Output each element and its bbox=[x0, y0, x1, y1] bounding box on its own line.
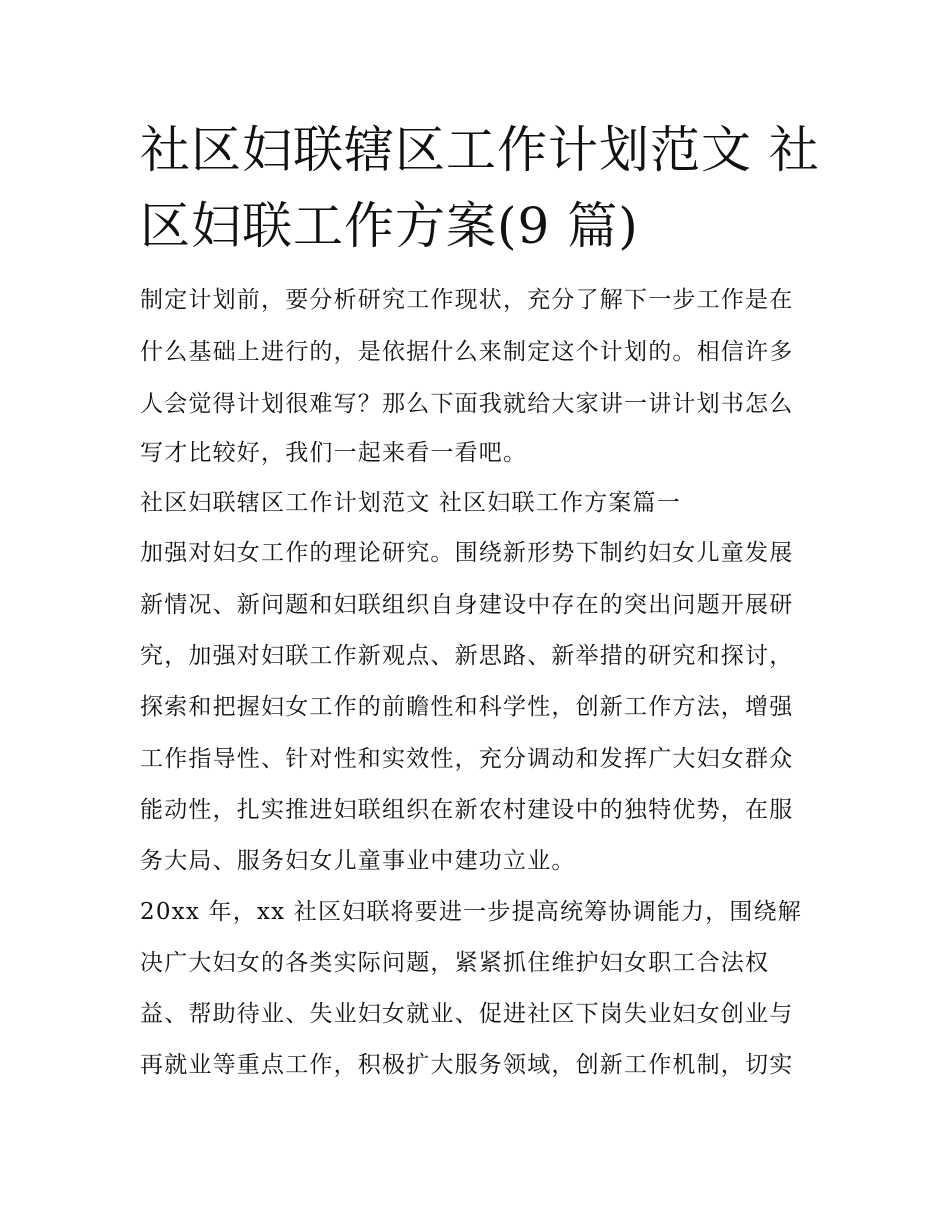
paragraph-1-line-2: 新情况、新问题和妇联组织自身建设中存在的突出问题开展研 bbox=[140, 592, 794, 618]
paragraph-1-line-3: 究，加强对妇联工作新观点、新思路、新举措的研究和探讨， bbox=[140, 643, 794, 669]
intro-line-1: 制定计划前，要分析研究工作现状，充分了解下一步工作是在 bbox=[140, 287, 794, 313]
paragraph-2-line-2: 决广大妇女的各类实际问题，紧紧抓住维护妇女职工合法权 bbox=[140, 950, 770, 976]
paragraph-1-line-1: 加强对妇女工作的理论研究。围绕新形势下制约妇女儿童发展 bbox=[140, 540, 794, 566]
paragraph-2-line-3: 益、帮助待业、失业妇女就业、促进社区下岗失业妇女创业与 bbox=[140, 1001, 794, 1027]
intro-line-3: 人会觉得计划很难写？那么下面我就给大家讲一讲计划书怎么 bbox=[140, 391, 794, 417]
intro-line-2: 什么基础上进行的，是依据什么来制定这个计划的。相信许多 bbox=[140, 339, 794, 365]
paragraph-2-line-4: 再就业等重点工作，积极扩大服务领域，创新工作机制，切实 bbox=[140, 1052, 794, 1078]
paragraph-1-line-4: 探索和把握妇女工作的前瞻性和科学性，创新工作方法，增强 bbox=[140, 694, 794, 720]
paragraph-2-line-1: 20xx 年，xx 社区妇联将要进一步提高统筹协调能力，围绕解 bbox=[140, 899, 802, 925]
section-heading: 社区妇联辖区工作计划范文 社区妇联工作方案篇一 bbox=[140, 490, 681, 516]
document-title bbox=[140, 112, 820, 264]
paragraph-1-line-5: 工作指导性、针对性和实效性，充分调动和发挥广大妇女群众 bbox=[140, 746, 794, 772]
intro-line-4: 写才比较好，我们一起来看一看吧。 bbox=[140, 440, 528, 466]
title-line-2: 区妇联工作方案(9 篇) bbox=[140, 197, 639, 255]
paragraph-1-line-6: 能动性，扎实推进妇联组织在新农村建设中的独特优势，在服 bbox=[140, 797, 794, 823]
paragraph-1-line-7: 务大局、服务妇女儿童事业中建功立业。 bbox=[140, 848, 576, 874]
title-line-1: 社区妇联辖区工作计划范文 社 bbox=[140, 121, 820, 179]
